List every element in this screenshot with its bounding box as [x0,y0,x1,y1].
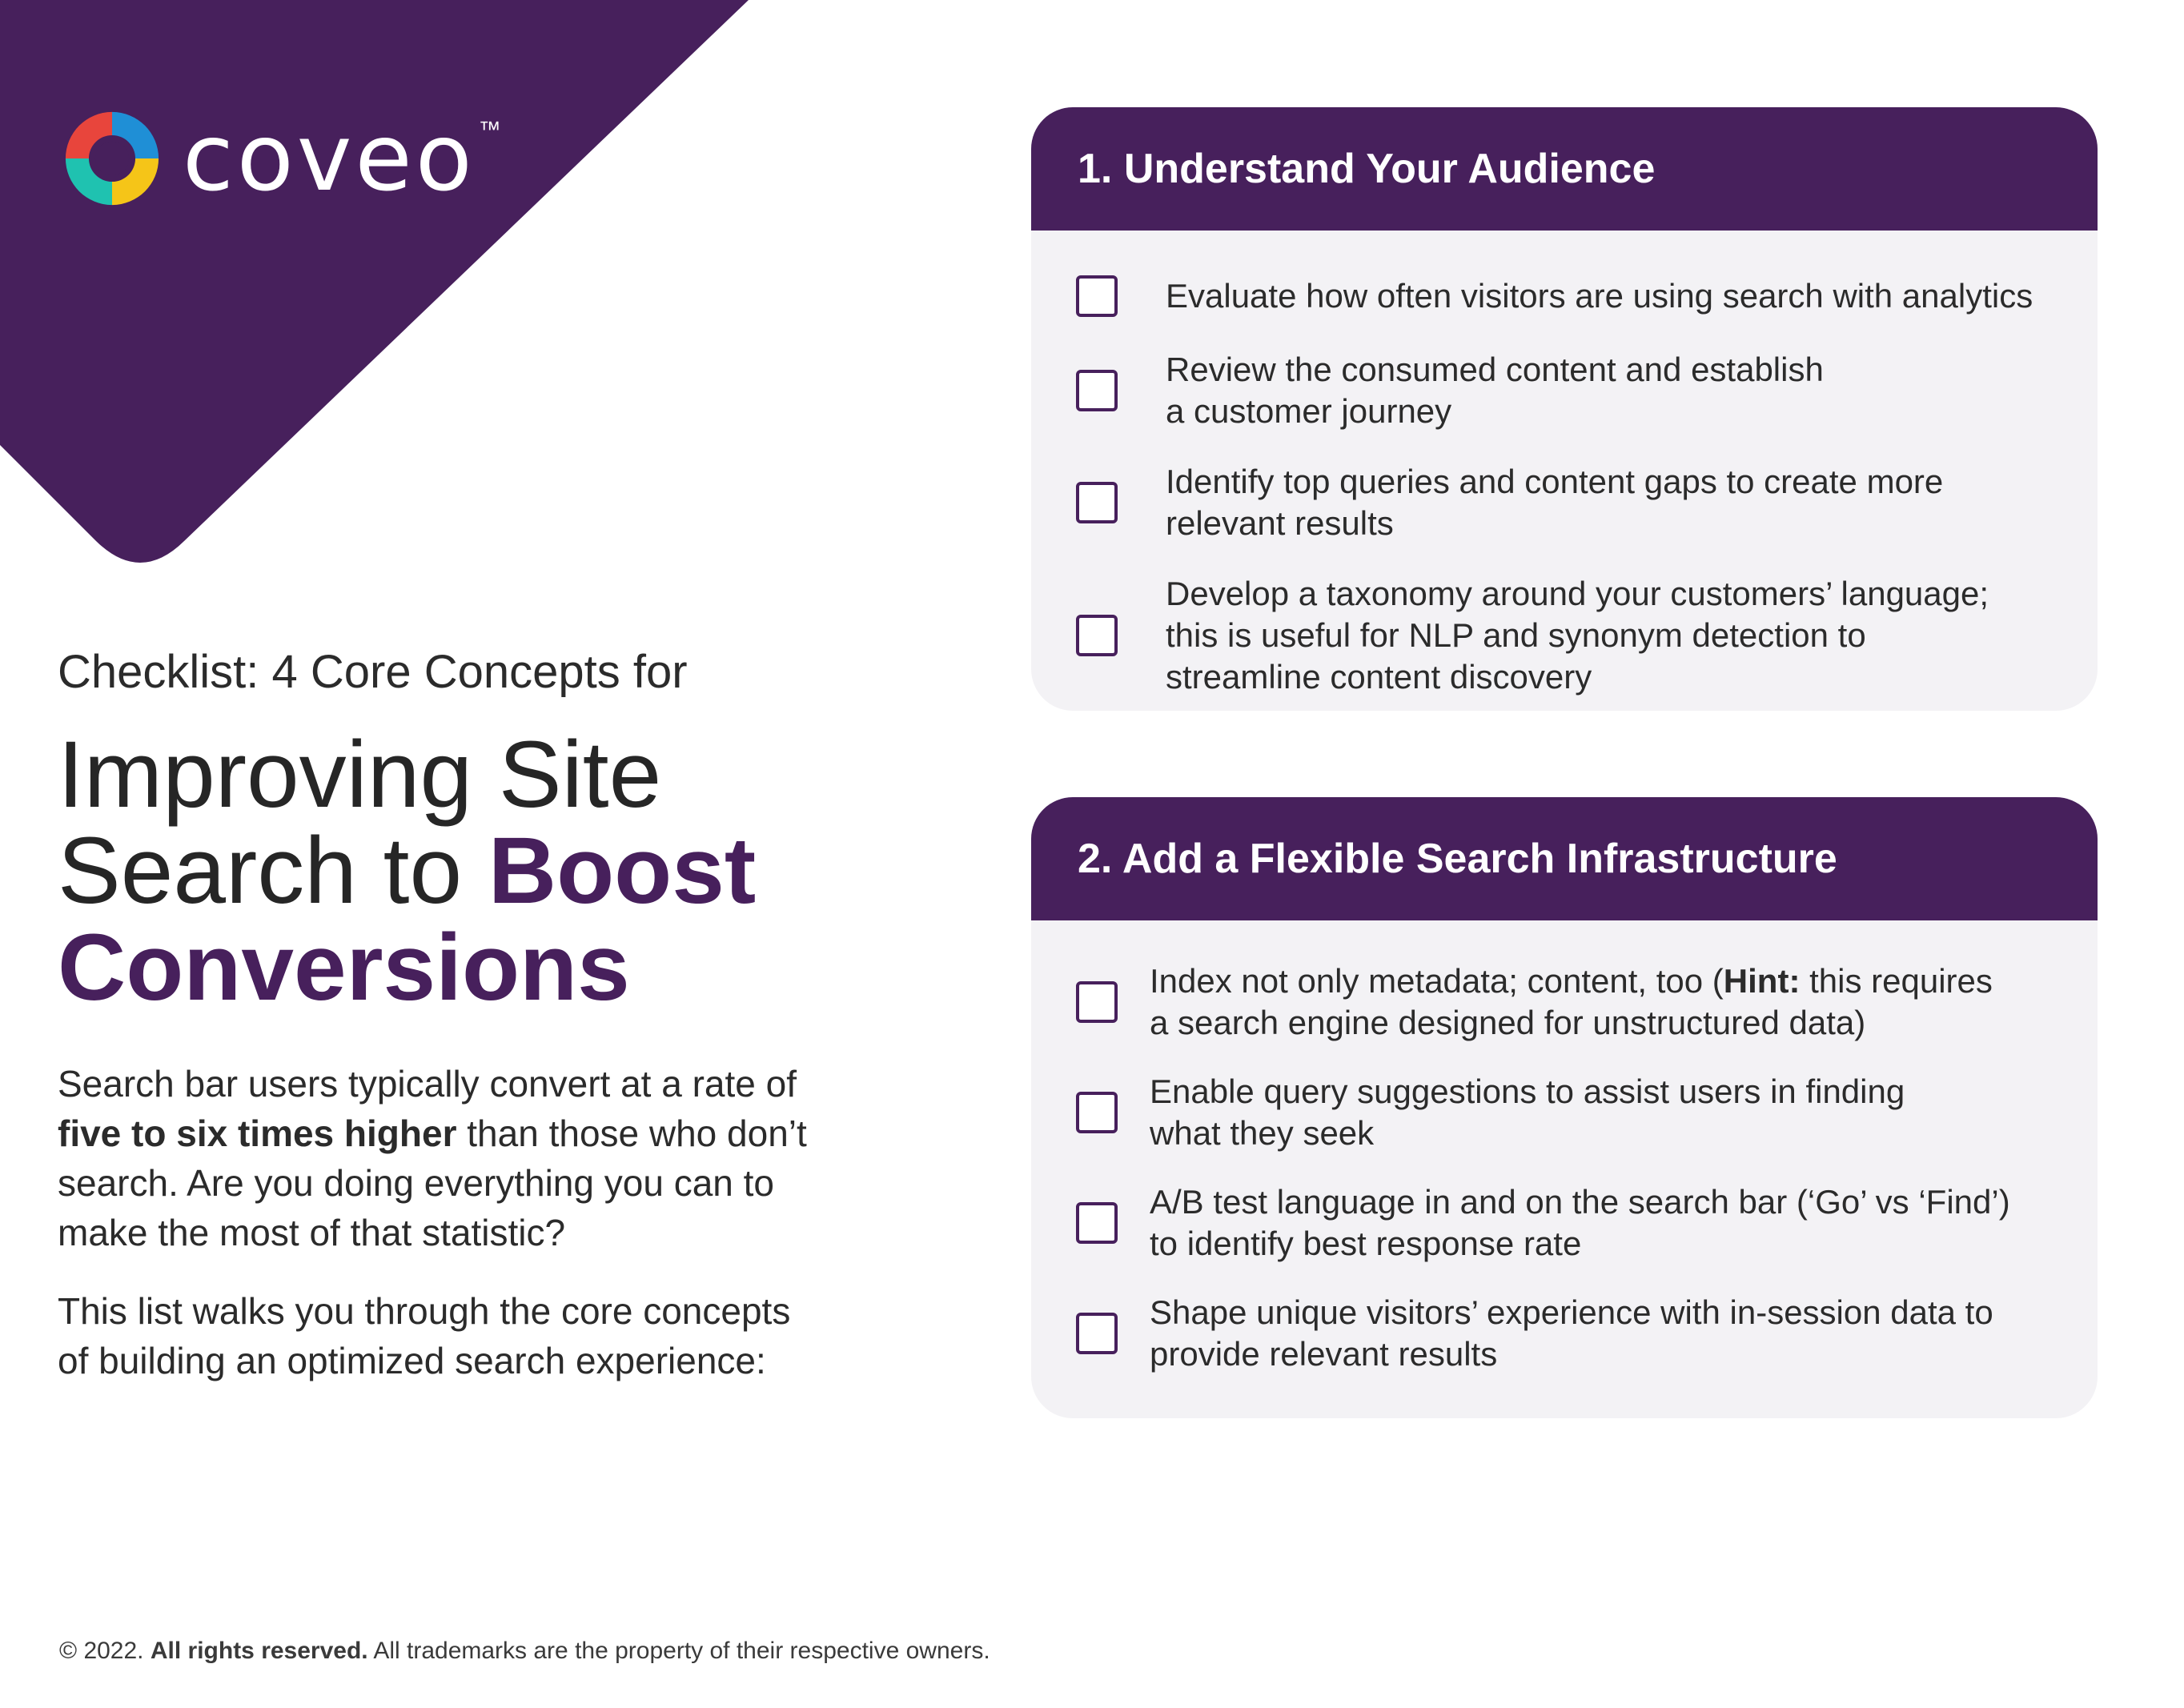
footer-copyright [59,1638,990,1665]
checklist-item [1076,1181,2066,1265]
section-2-title: 2. Add a Flexible Search Infrastructure [1031,797,2098,920]
copyright-year: © 2022. [59,1638,151,1664]
checklist-item-text: Evaluate how often visitors are using search with analytics [1166,277,2033,315]
para1-emphasis: five to six times higher [58,1112,457,1154]
headline-accent-boost: Boost [488,818,757,924]
section-card-2 [1031,797,2098,1418]
checklist-item-text: Identify top queries and content gaps to create more relevant results [1166,463,1944,542]
checklist-item [1076,573,2066,698]
coveo-logo [59,106,501,211]
para1-text-after: than those who don’t search. Are you doing everything you can to make the most of that statistic? [58,1112,807,1253]
para1-text-before: Search bar users typically convert at a rate of [58,1062,797,1105]
trademark-notice: All trademarks are the property of their respective owners. [367,1638,990,1664]
rights-reserved: All rights reserved. [150,1638,368,1664]
hint-label: Hint: [1723,962,1801,1000]
checkbox[interactable] [1076,370,1118,411]
headline-line-1: Improving Site [58,721,662,828]
checkbox[interactable] [1076,615,1118,656]
logo-wordmark: coveo [183,104,476,212]
checkbox[interactable] [1076,1092,1118,1133]
checkbox[interactable] [1076,1202,1118,1244]
checklist-item-text: Shape unique visitors’ experience with in-session data to provide relevant results [1150,1293,1993,1373]
checklist-item-text: Review the consumed content and establish a customer journey [1166,351,1824,430]
intro-paragraph-1 [58,1059,826,1257]
checklist-item [1076,349,1877,432]
checkbox[interactable] [1076,981,1118,1023]
section-1-checklist [1031,231,2098,698]
checklist-item-text: Enable query suggestions to assist users in finding what they seek [1150,1073,1905,1152]
checklist-item [1076,267,2066,325]
section-1-title: 1. Understand Your Audience [1031,107,2098,231]
headline-line-2: Search to [58,818,488,924]
checkbox[interactable] [1076,1313,1118,1354]
section-card-1 [1031,107,2098,711]
trademark-symbol: ™ [478,117,501,142]
section-2-checklist [1031,920,2098,1375]
checklist-item [1076,1071,2066,1154]
checklist-item-text: Develop a taxonomy around your customers’ language; this is useful for NLP and synonym detection to streamline content discovery [1166,575,1989,696]
checklist-item [1076,960,2066,1044]
intro-paragraph-2: This list walks you through the core concepts of building an optimized search experience: [58,1289,791,1381]
item-text-before: Index not only metadata; content, too ( [1150,962,1724,1000]
checkbox[interactable] [1076,482,1118,523]
eyebrow-text: Checklist: 4 Core Concepts for [58,646,688,698]
intro-section [58,647,826,1385]
checkbox[interactable] [1076,275,1118,317]
checklist-item [1076,461,2066,544]
checklist-item [1076,1292,2066,1375]
headline [58,721,826,1020]
checklist-item-text [1150,960,2014,1044]
checklist-item-text: A/B test language in and on the search bar (‘Go’ vs ‘Find’) to identify best response rate [1150,1183,2010,1262]
headline-accent-conversions: Conversions [58,914,630,1020]
corner-decoration [0,0,753,584]
coveo-logo-icon [59,106,165,211]
item-text-after: this requires a search engine designed for unstructured data) [1150,962,1993,1041]
